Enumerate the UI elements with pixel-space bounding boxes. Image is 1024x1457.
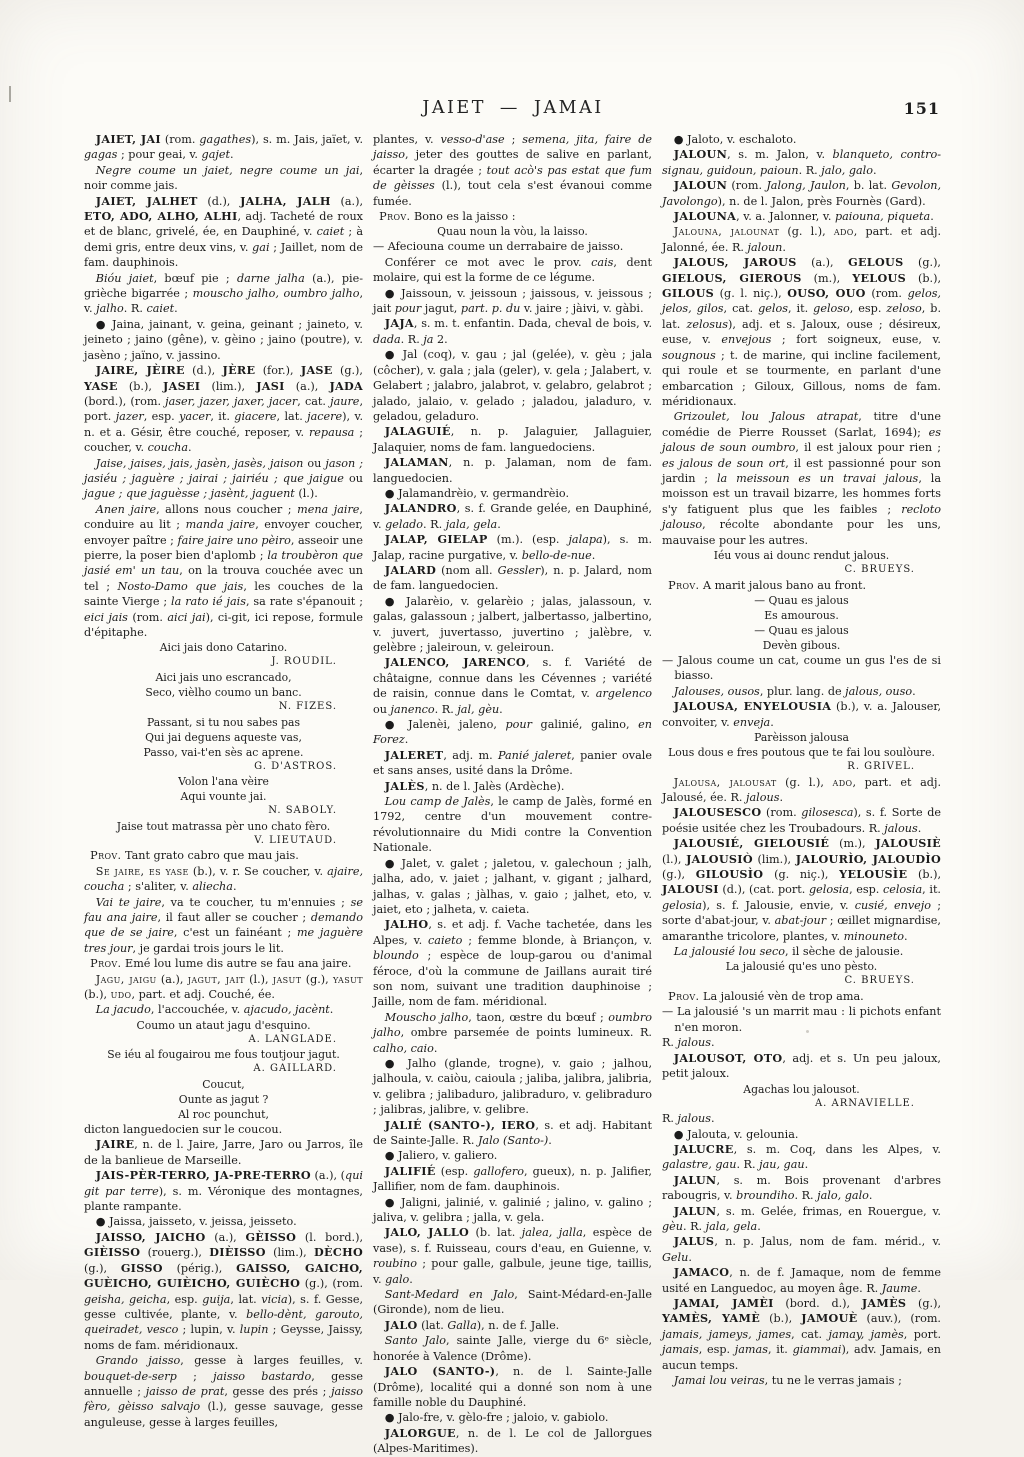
dictionary-entry-paragraph: Negre coume un jaiet, negre coume un jai, noir comme jais. xyxy=(84,163,363,193)
verse-line: Jaise tout matrassa pèr uno chato fèro. xyxy=(116,819,331,833)
verse-line: Seco, vièlho coumo un banc. xyxy=(145,686,302,699)
dictionary-entry-paragraph: ● Jalet, v. galet ; jaletou, v. galechoun ; jalh, jalha, ado, v. jaiet ; jalhant, v. gigant ; jalhard, jalhas, v. galas ; jàlhas, v. gaio ; jalhet, eto, v. jaiet, eto ; jalheta, v. caieta. xyxy=(373,856,652,916)
verse-line: Volon l'ana vèire xyxy=(178,775,269,789)
dictionary-entry-paragraph: Jaise, jaises, jais, jasèn, jasès, jaison ou jason ; jasiéu ; jaguère ; jairai ; jairiéu ; que jaigue ou jague ; que jaguèsse ; jasènt, jaguent (l.). xyxy=(84,456,363,501)
dictionary-entry-paragraph: ● Jaissa, jaisseto, v. jeissa, jeisseto. xyxy=(95,1215,297,1229)
citation-author: V. LIEUTAUD. xyxy=(254,834,337,846)
dictionary-entry-paragraph: JALOUS, JAROUS (a.), GELOUS (g.), GIELOUS, GIEROUS (m.), YELOUS (b.), GILOUS (g. l. niç.), OUSO, OUO (rom. gelos, jelos, gilos, cat. gelos, it. geloso, esp. zeloso, b. lat. zelosus), adj. et s. Jaloux, ouse ; désireux, euse, v. envejous ; fort soigneux, euse, v. sougnous ; t. de marine, qui incline facilement, qui roule et se tourmente, en parlant d'une embarcation ; Giloux, Gillous, noms de fam. méridionaux. xyxy=(662,255,942,408)
dictionary-entry-paragraph: ● Jal (coq), v. gau ; jal (gelée), v. gèu ; jala (côcher), v. gala ; jala (geler), v. gela ; Jalabert, v. Gelabert ; jalabro, jalabrot, v. gelabro, gelabrot ; jalado, jalaio, v. gelado ; jaladou, jaladuro, v. geladou, geladuro. xyxy=(373,348,652,423)
page-number: 151 xyxy=(903,99,940,118)
dictionary-entry-paragraph: Jagu, jaigu (a.), jagut, jait (l.), jasut (g.), yasut (b.), udo, part. et adj. Couché, ée. xyxy=(84,972,363,1002)
citation-author: A. ARNAVIELLE. xyxy=(814,1097,915,1109)
verse-line: Aici jais uno escrancado, xyxy=(155,671,292,684)
continuation-paragraph: R. jalous. xyxy=(662,1112,715,1126)
dictionary-entry-paragraph: JAIET, JAI (rom. gagathes), s. m. Jais, jaïet, v. gagas ; pour geai, v. gajet. xyxy=(84,132,363,162)
continuation-paragraph: plantes, v. vesso-d'ase ; semena, jita, faire de jaisso, jeter des gouttes de salive en parlant, écarter la dragée ; tout acò's pas estat que fum de gèisses (l.), tout cela s'est évanoui comme fumée. xyxy=(373,133,653,208)
dictionary-entry-paragraph: JALENCO, JARENCO, s. f. Variété de châtaigne, connue dans les Cévennes ; variété de raisin, connue dans le Comtat, v. argelenco ou janenco. R. jal, gèu. xyxy=(373,655,652,716)
proverb-variant-line: — La jalousié 's un marrit mau : li pichots enfant n'en moron. xyxy=(662,1005,941,1034)
dictionary-entry-paragraph: ● Jalamandrèio, v. germandrèio. xyxy=(384,486,570,500)
text-block xyxy=(84,98,942,1457)
verse-line: Aici jais dono Catarino. xyxy=(159,641,288,655)
verse-line: Devèn gibous. xyxy=(762,638,841,652)
verse-line: Quau noun la vòu, la laisso. xyxy=(437,225,588,239)
dictionary-entry-paragraph: JAIRE, JÈIRE (d.), JÈRE (for.), JASE (g.), YASE (b.), JASEI (lim.), JASI (a.), JADA (bord.), (rom. jaser, jazer, jaxer, jacer, cat. jaure, port. jazer, esp. yacer, it. giacere, lat. jacere), v. n. et a. Gésir, être couché, reposer, v. repausa ; coucher, v. coucha. xyxy=(84,363,364,455)
continuation-paragraph: dicton languedocien sur le coucou. xyxy=(84,1123,283,1137)
citation-author: C. BRUEYS. xyxy=(844,975,915,987)
verse-line: Coucut, xyxy=(202,1078,245,1092)
dictionary-entry-paragraph: ● Jalarèio, v. gelarèio ; jalas, jalassoun, v. galas, galassoun ; jalbert, jalbertasso, jalbertino, v. juvert, juvertasso, juvertino ; jalèbre, v. gelèbre ; jaleiroun, v. geleiroun. xyxy=(373,594,652,654)
dictionary-entry-paragraph: JALO (lat. Galla), n. de f. Jalle. xyxy=(384,1317,560,1332)
dictionary-entry-paragraph: JALOUNA, v. a. Jalonner, v. paiouna, piqueta. xyxy=(673,209,934,224)
dictionary-entry-paragraph: JALOUSA, ENYELOUSIA (b.), v. a. Jalouser, convoiter, v. enveja. xyxy=(662,699,941,729)
dictionary-entry-paragraph: JAMAI, JAMÈI (bord. d.), JAMÈS (g.), YAMÈS, YAMÈ (b.), JAMOUÈ (auv.), (rom. jamais, jameys, james, cat. jamay, jamès, port. jamais, esp. jamas, it. giammai), adv. Jamais, en aucun temps. xyxy=(662,1295,942,1372)
verse-line: Al roc pounchut, xyxy=(178,1108,269,1122)
verse-line: Qui jai deguens aqueste vas, xyxy=(145,730,302,744)
verse-line: Es amourous. xyxy=(764,608,839,622)
verse-line: — Quau es jalous xyxy=(754,623,849,637)
dictionary-entry-paragraph: JALÈS, n. de l. Jalès (Ardèche). xyxy=(384,778,565,793)
verse-line: Se iéu al fougairou me fous toutjour jagut. xyxy=(107,1048,340,1062)
verse-line: Iéu vous ai dounc rendut jalous. xyxy=(713,548,890,562)
verse-line: Aqui vounte jai. xyxy=(180,790,267,804)
dictionary-entry-paragraph: Jalouses, ousos, plur. lang. de jalous, ouso. xyxy=(673,684,916,698)
verse-line: La jalousié qu'es uno pèsto. xyxy=(725,960,878,974)
proverb-line: Prov. Bono es la jaisso : xyxy=(379,210,516,224)
dictionary-entry-paragraph: Santo Jalo, sainte Jalle, vierge du 6ᵉ siècle, honorée à Valence (Drôme). xyxy=(373,1334,653,1363)
dictionary-entry-paragraph: ● Jaligni, jalinié, v. galinié ; jalino, v. galino ; jaliva, v. gelibra ; jalla, v. gela. xyxy=(373,1195,652,1225)
citation-author: N. FIZES. xyxy=(278,701,337,712)
dictionary-entry-paragraph: JALAMAN, n. p. Jalaman, nom de fam. languedocien. xyxy=(373,455,652,485)
dictionary-entry-paragraph: JALUN, s. m. Gelée, frimas, en Rouergue, v. gèu. R. jala, gela. xyxy=(662,1203,941,1233)
dictionary-entry-paragraph: JALOUN, s. m. Jalon, v. blanqueto, contro-signau, guidoun, paioun. R. jalo, galo. xyxy=(662,147,942,177)
verse-line: Coumo un ataut jagu d'esquino. xyxy=(136,1018,311,1032)
dictionary-entry-paragraph: ● Jalouta, v. gelounia. xyxy=(673,1127,799,1141)
proverb-line: Prov. La jalousié vèn de trop ama. xyxy=(668,990,864,1004)
dictionary-entry-paragraph: JALUS, n. p. Jalus, nom de fam. mérid., v. Gelu. xyxy=(662,1234,941,1264)
verse-line: Agachas lou jalousot. xyxy=(743,1082,860,1096)
dictionary-entry-paragraph: JALOUSOT, OTO, adj. et s. Un peu jaloux, petit jaloux. xyxy=(662,1050,941,1081)
verse-line: Lous dous e fres poutous que te fai lou soulòure. xyxy=(668,746,935,759)
dictionary-entry-paragraph: JALORGUE, n. de l. Le col de Jallorgues (Alpes-Maritimes). xyxy=(373,1425,652,1456)
dictionary-entry-paragraph: Anen jaire, allons nous coucher ; mena jaire, conduire au lit ; manda jaire, envoyer coucher, envoyer paître ; faire jaire uno pèiro, asseoir une pierre, la poser bien d'aplomb ; la troubèron que jasié em' un tau, on la trouva couchée avec un tel ; Nosto-Damo que jais, les couches de la sainte Vierge ; la rato ié jais, sa rate s'épanouit ; eici jais (rom. aici jai), ci-git, ici repose, formule d'épitaphe. xyxy=(84,502,364,639)
dictionary-entry-paragraph: JALOUN (rom. Jalong, Jaulon, b. lat. Gevolon, Javolongo), n. de l. Jalon, près Fournès (Gard). xyxy=(662,178,942,208)
dictionary-entry-paragraph: Mouscho jalho, taon, œstre du bœuf ; oumbro jalho, ombre parsemée de points lumineux. R. calho, caio. xyxy=(373,1010,652,1055)
continuation-paragraph: R. jalous. xyxy=(662,1036,715,1050)
dictionary-entry-paragraph: JALO (SANTO-), n. de l. Sainte-Jalle (Drôme), localité qui a donné son nom à une famille noble du Dauphiné. xyxy=(373,1364,653,1409)
dictionary-entry-paragraph: JALO, JALLO (b. lat. jalea, jalla, espèce de vase), s. f. Ruisseau, cours d'eau, en Guienne, v. roubino ; pour galle, galbule, jeune tige, taillis, v. galo. xyxy=(373,1225,652,1286)
dictionary-entry-paragraph: ● Jalo-fre, v. gèlo-fre ; jaloio, v. gabiolo. xyxy=(384,1411,609,1425)
dictionary-entry-paragraph: Lou camp de Jalès, le camp de Jalès, formé en 1792, centre d'un mouvement contre-révolutionnaire du Midi contre la Convention Nationale. xyxy=(373,795,653,855)
dictionary-entry-paragraph: JAIRE, n. de l. Jaire, Jarre, Jaro ou Jarros, île de la banlieue de Marseille. xyxy=(84,1137,363,1167)
verse-line: Passo, vai-t'en sès ac aprene. xyxy=(143,745,304,759)
running-title: JAIET — JAMAI xyxy=(422,98,604,118)
dictionary-entry-paragraph: JAMACO, n. de f. Jamaque, nom de femme usité en Languedoc, au moyen âge. R. Jaume. xyxy=(662,1265,941,1295)
dictionary-entry-paragraph: Conférer ce mot avec le prov. cais, dent molaire, qui est la forme de ce légume. xyxy=(373,255,652,285)
dictionary-entry-paragraph: JALAGUIÉ, n. p. Jalaguier, Jallaguier, Jalaquier, noms de fam. languedociens. xyxy=(373,424,652,454)
text-columns xyxy=(84,132,942,1457)
proverb-variant-line: — Jalous coume un cat, coume un gus l'es de si biasso. xyxy=(662,653,941,683)
dictionary-entry-paragraph: La jacudo, l'accouchée, v. ajacudo, jacènt. xyxy=(95,1003,334,1017)
dictionary-entry-paragraph: JALAP, GIELAP (m.). (esp. jalapa), s. m. Jalap, racine purgative, v. bello-de-nue. xyxy=(373,532,653,562)
citation-author: N. SABOLY. xyxy=(268,805,337,817)
dictionary-entry-paragraph: Sant-Medard en Jalo, Saint-Médard-en-Jalle (Gironde), nom de lieu. xyxy=(373,1288,652,1317)
dictionary-entry-paragraph: La jalousié lou seco, il sèche de jalousie. xyxy=(673,945,904,959)
citation-author: J. ROUDIL. xyxy=(271,656,337,668)
dictionary-entry-paragraph: JALIFIÉ (esp. gallofero, gueux), n. p. Jalifier, Jallifier, nom de fam. dauphinois. xyxy=(373,1163,652,1194)
dictionary-entry-paragraph: Bióu jaiet, bœuf pie ; darne jalha (a.), pie-grièche bigarrée ; mouscho jalho, oumbro jalho, v. jalho. R. caiet. xyxy=(84,271,364,316)
citation-author: C. BRUEYS. xyxy=(844,563,915,575)
dictionary-entry-paragraph: ● Jaliero, v. galiero. xyxy=(384,1149,498,1163)
dictionary-entry-paragraph: JAJA, s. m. t. enfantin. Dada, cheval de bois, v. dada. R. ja 2. xyxy=(373,316,652,346)
citation-author: A. LANGLADE. xyxy=(248,1033,337,1045)
verse-line: — Quau es jalous xyxy=(754,593,849,607)
dictionary-entry-paragraph: JALANDRO, s. f. Grande gelée, en Dauphiné, v. gelado. R. jala, gela. xyxy=(373,501,652,531)
column-1 xyxy=(84,132,363,1457)
citation-author: A. GAILLARD. xyxy=(253,1063,337,1075)
dictionary-entry-paragraph: ● Jaissoun, v. jeissoun ; jaissous, v. jeissous ; jait pour jagut, part. p. du v. jaire ; jàivi, v. gàbi. xyxy=(373,286,652,316)
dictionary-entry-paragraph: ● Jalho (glande, trogne), v. gaio ; jalhou, jalhoula, v. caiòu, caioula ; jaliba, jalibra, jalibria, v. gelibra ; jalibaduro, jalibraduro, v. gelibraduro ; jalibras, jalibre, v. gelibre. xyxy=(373,1056,652,1117)
dictionary-entry-paragraph: JALOUSESCO (rom. gilosesca), s. f. Sorte de poésie usitée chez les Troubadours. R. jalous. xyxy=(662,805,941,835)
dictionary-entry-paragraph: JALUN, s. m. Bois provenant d'arbres rabougris, v. broundiho. R. jalo, galo. xyxy=(662,1172,941,1203)
dictionary-entry-paragraph: ● Jalenèi, jaleno, pour galinié, galino, en Forez. xyxy=(373,718,652,747)
verse-line: Parèisson jalousa xyxy=(754,731,849,744)
column-3 xyxy=(662,132,941,1457)
dictionary-entry-paragraph: ● Jaina, jainant, v. geina, geinant ; jaineto, v. jeineto ; jaino (gêne), v. gèino ; jaino (poutre), v. jasèno ; jaïno, v. jassino. xyxy=(84,317,363,362)
dictionary-entry-paragraph: Jalousa, jalousat (g. l.), ado, part. et adj. Jalousé, ée. R. jalous. xyxy=(662,775,941,804)
dictionary-entry-paragraph: JALOUSIÉ, GIELOUSIÉ (m.), JALOUSIÈ (l.), JALOUSIÒ (lim.), JALOURÌO, JALOUDÌO (g.), GILOUSÌO (g. niç.), YELOUSÌE (b.), JALOUSI (d.), (cat. port. gelosia, esp. celosia, it. gelosia), s. f. Jalousie, envie, v. cusié, envejo ; sorte d'abat-jour, v. abat-jour ; œillet mignardise, amaranthe tricolore, plantes, v. minouneto. xyxy=(662,836,942,943)
dictionary-entry-paragraph: JALARD (nom all. Gessler), n. p. Jalard, nom de fam. languedocien. xyxy=(373,562,652,593)
scan-ink-mark xyxy=(9,86,11,102)
dictionary-entry-paragraph: ● Jaloto, v. eschaloto. xyxy=(673,133,797,146)
dictionary-entry-paragraph: JAISSO, JAICHO (a.), GÈISSO (l. bord.), GIÈISSO (rouerg.), DIÈISSO (lim.), DÈCHO (g.), GISSO (périg.), GAISSO, GAICHO, GUÈICHO, GUIÈICHO, GUIÈCHO (g.), (rom. geisha, geicha, esp. guija, lat. vicia), s. f. Gesse, gesse cultivée, plante, v. bello-dènt, garouto, queiradet, vesco ; lupin, v. lupin ; Geysse, Jaissy, noms de fam. méridionaux. xyxy=(84,1229,364,1352)
dictionary-entry-paragraph: Vai te jaire, va te coucher, tu m'ennuies ; se fau ana jaire, il faut aller se coucher ; demando que de se jaire, c'est un fainéant ; me jaguère tres jour, je gardai trois jours le lit. xyxy=(84,895,364,955)
citation-author: G. D'ASTROS. xyxy=(254,760,337,772)
dictionary-entry-paragraph: JALUCRE, s. m. Coq, dans les Alpes, v. galastre, gau. R. jau, gau. xyxy=(662,1141,941,1172)
dictionary-entry-paragraph: JALIÉ (SANTO-), IERO, s. et adj. Habitant de Sainte-Jalle. R. Jalo (Santo-). xyxy=(373,1117,652,1147)
dictionary-entry-paragraph: JALERET, adj. m. Panié jaleret, panier ovale et sans anses, usité dans la Drôme. xyxy=(373,747,652,778)
verse-line: Ounte as jagut ? xyxy=(178,1093,269,1107)
column-2 xyxy=(373,132,652,1457)
citation-author: R. GRIVEL. xyxy=(847,761,915,772)
proverb-line: Prov. Tant grato cabro que mau jais. xyxy=(90,849,299,863)
proverb-line: Prov. Emé lou lume dis autre se fau ana jaire. xyxy=(90,957,352,971)
dictionary-entry-paragraph: Jamai lou veiras, tu ne le verras jamais ; xyxy=(673,1374,902,1387)
dictionary-entry-paragraph: Grizoulet, lou Jalous atrapat, titre d'une comédie de Pierre Rousset (Sarlat, 1694); es jalous de soun oumbro, il est jaloux pour rien ; es jalous de soun ort, il est passionné pour son jardin ; la meissoun es un travai jalous, la moisson est un travail bizarre, les hommes forts s'y fatiguent plus que les faibles ; recloto jalouso, récolte abondante pour les uns, mauvaise pour les autres. xyxy=(662,410,941,547)
dictionary-entry-paragraph: Grando jaisso, gesse à larges feuilles, v. bouquet-de-serp ; jaisso bastardo, gesse annuelle ; jaisso de prat, gesse des prés ; jaisso fèro, gèisso salvajo (l.), gesse sauvage, gesse anguleuse, gesse à larges feuilles, xyxy=(84,1354,363,1429)
proverb-line: Prov. A marit jalous bano au front. xyxy=(668,578,867,592)
dictionary-entry-paragraph: Jalouna, jalounat (g. l.), ado, part. et adj. Jalonné, ée. R. jaloun. xyxy=(662,225,941,254)
dictionary-entry-paragraph: JALHO, s. et adj. f. Vache tachetée, dans les Alpes, v. caieto ; femme blonde, à Briançon, v. bloundo ; espèce de loup-garou ou d'animal féroce, d'où la commune de Jaillans aurait tiré son nom, suivant une tradition dauphinoise ; Jaille, nom de fam. méridional. xyxy=(373,917,652,1009)
dictionary-entry-paragraph: Se jaire, es yase (b.), v. r. Se coucher, v. ajaire, coucha ; s'aliter, v. aliecha. xyxy=(84,864,364,894)
page-header xyxy=(84,98,942,124)
verse-line: Passant, si tu nou sabes pas xyxy=(146,715,301,729)
dictionary-entry-paragraph: JAIS-PÈR-TERRO, JA-PRE-TERRO (a.), (qui git par terre), s. m. Véronique des montagnes, plante rampante. xyxy=(84,1168,363,1214)
dictionary-entry-paragraph: JAIET, JALHET (d.), JALHA, JALH (a.), ETO, ADO, ALHO, ALHI, adj. Tacheté de roux et de blanc, grivelé, ée, en Dauphiné, v. caiet ; à demi gris, entre deux vins, v. gai ; Jaillet, nom de fam. dauphinois. xyxy=(84,193,363,270)
proverb-variant-line: — Afeciouna coume un derrabaire de jaisso. xyxy=(373,240,624,254)
